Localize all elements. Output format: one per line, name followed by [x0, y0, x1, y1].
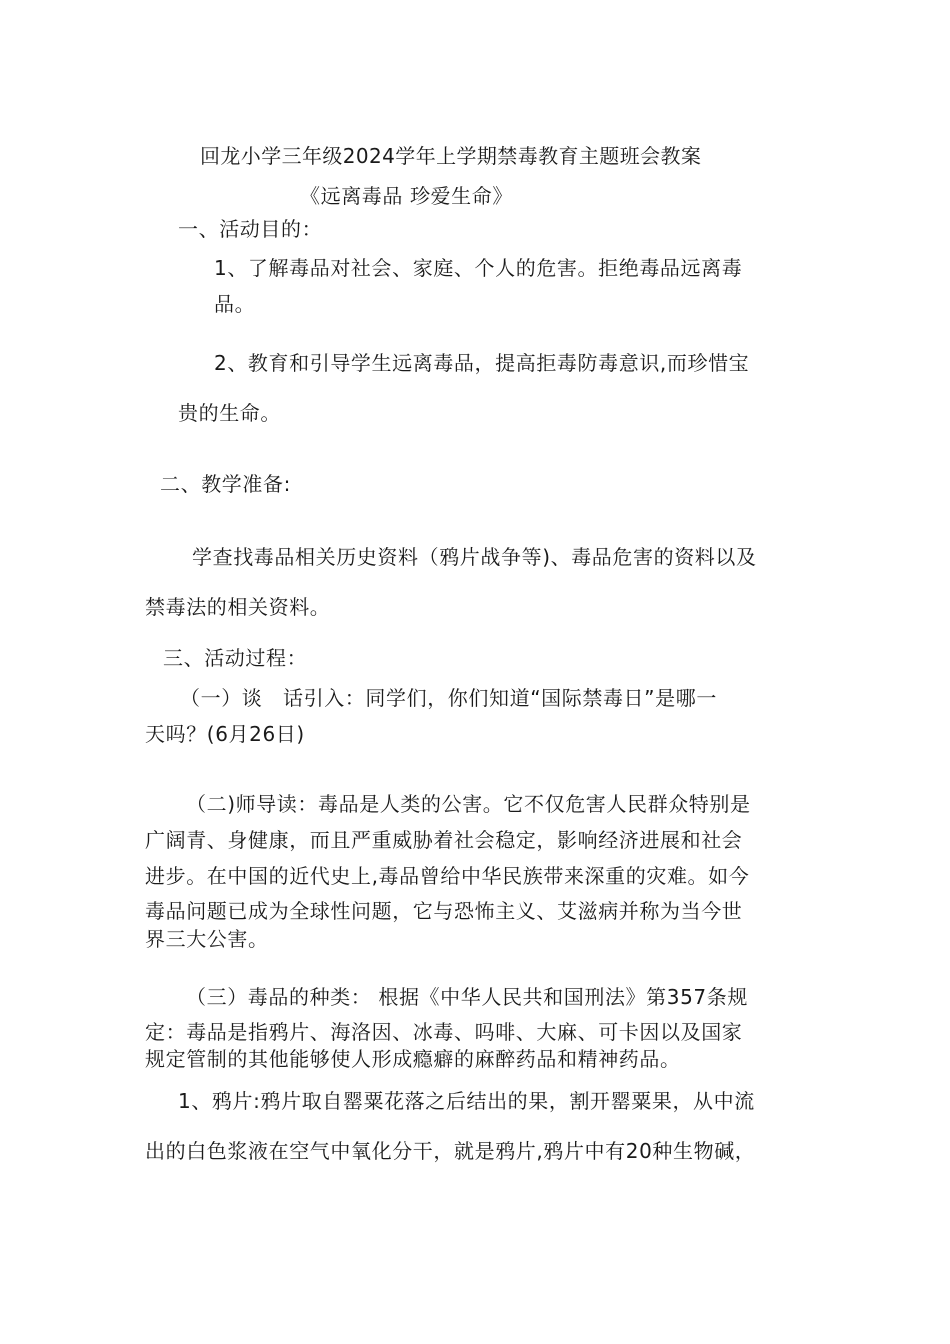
paragraph-line: （三）毒品的种类： 根据《中华人民共和国刑法》第357条规	[186, 985, 748, 1009]
paragraph-line: 1、鸦片:鸦片取自罂粟花落之后结出的果，割开罂粟果，从中流	[178, 1089, 755, 1113]
paragraph-line: 天吗？(6月26日)	[145, 722, 305, 746]
paragraph-line: 出的白色浆液在空气中氧化分干，就是鸦片,鸦片中有20种生物碱，	[145, 1139, 756, 1163]
paragraph-line: 品。	[214, 292, 256, 316]
section-heading-preparation: 二、教学准备:	[160, 472, 291, 496]
document-title: 回龙小学三年级2024学年上学期禁毒教育主题班会教案	[200, 144, 702, 168]
paragraph-line: （一）谈 话引入：同学们，你们知道“国际禁毒日”是哪一	[180, 686, 717, 710]
document-subtitle: 《远离毒品 珍爱生命》	[300, 184, 513, 208]
paragraph-line: 界三大公害。	[145, 927, 269, 951]
paragraph-line: 贵的生命。	[178, 401, 281, 425]
paragraph-line: （二)师导读：毒品是人类的公害。它不仅危害人民群众特别是	[186, 792, 751, 816]
paragraph-line: 进步。在中国的近代史上,毒品曾给中华民族带来深重的灾难。如今	[145, 864, 750, 888]
paragraph-line: 规定管制的其他能够使人形成瘾癖的麻醉药品和精神药品。	[145, 1047, 681, 1071]
paragraph-line: 定：毒品是指鸦片、海洛因、冰毒、吗啡、大麻、可卡因以及国家	[145, 1020, 743, 1044]
section-heading-process: 三、活动过程：	[163, 646, 308, 670]
paragraph-line: 广阔青、身健康，而且严重威胁着社会稳定，影响经济进展和社会	[145, 828, 743, 852]
section-heading-objectives: 一、活动目的：	[178, 217, 323, 241]
paragraph-line: 学查找毒品相关历史资料（鸦片战争等)、毒品危害的资料以及	[192, 545, 757, 569]
paragraph-line: 1、了解毒品对社会、家庭、个人的危害。拒绝毒品远离毒	[214, 256, 743, 280]
paragraph-line: 禁毒法的相关资料。	[145, 595, 331, 619]
paragraph-line: 毒品问题已成为全球性问题，它与恐怖主义、艾滋病并称为当今世	[145, 899, 743, 923]
paragraph-line: 2、教育和引导学生远离毒品，提高拒毒防毒意识,而珍惜宝	[214, 351, 750, 375]
